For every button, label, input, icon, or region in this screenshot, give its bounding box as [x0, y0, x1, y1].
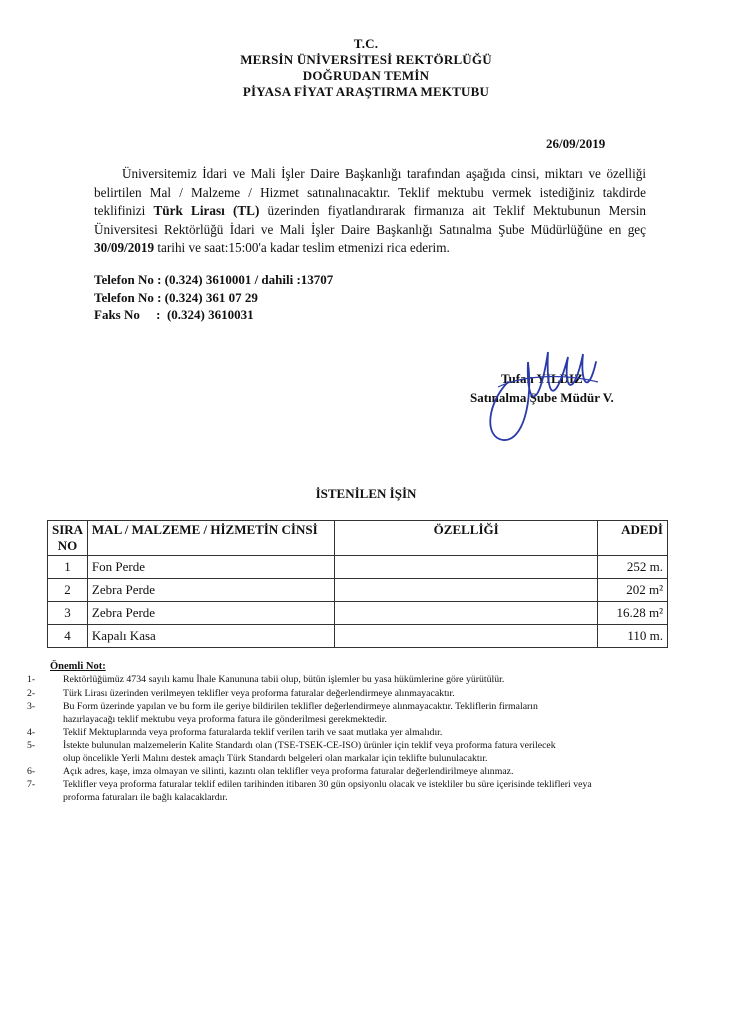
intro-paragraph	[94, 165, 646, 258]
signatory-name: Tufan YILDIZ	[501, 371, 583, 386]
header-tc: T.C.	[353, 36, 379, 51]
note-number: 7-	[27, 779, 36, 790]
note-item	[27, 779, 667, 805]
note-text: Teklif Mektuplarında veya proforma faturalarda teklif verilen tarih ve saat mutlaka yer almalıdır.	[63, 727, 443, 738]
note-text: Türk Lirası üzerinden verilmeyen teklifler veya proforma faturalar değerlendirmeye alınmayacaktır.	[63, 688, 455, 699]
header-item-type: MAL / MALZEME / HİZMETİN CİNSİ	[87, 521, 334, 556]
note-text: Teklifler veya proforma faturalar teklif edilen tarihinden itibaren 30 gün opsiyonlu olacak ve istekliler bu süre içerisinde teklifleri veya proforma faturaları ile bağlı kalacaklardır.	[63, 779, 592, 803]
note-text: Bu Form üzerinde yapılan ve bu form ile geriye bildirilen teklifler değerlendirmeye alınmayacaktır. Tekliflerin firmaların hazırlayacağı teklif mektubu veya proforma fatura ile gönderilmesi gerekmektedir.	[63, 701, 538, 725]
intro-text-1: Üniversitemiz İdari ve Mali İşler Daire Başkanlığı tarafından aşağıda cinsi, miktarı ve özelliği belirtilen Mal / Malzeme / Hizmet satınalınacaktır. Teklif mektubu vermek istediğiniz takdirde teklifinizi	[94, 166, 646, 218]
note-number: 1-	[27, 674, 36, 685]
intro-deadline: 30/09/2019	[94, 240, 155, 255]
contact-phone-2: Telefon No : (0.324) 361 07 29	[94, 290, 258, 305]
items-section-title: İSTENİLEN İŞİN	[315, 486, 417, 501]
header-sira-no: SIRA NO	[48, 521, 88, 556]
contact-fax: Faks No : (0.324) 3610031	[94, 307, 254, 322]
table-row	[48, 602, 668, 625]
note-number: 4-	[27, 727, 36, 738]
note-item	[27, 688, 667, 702]
row-item-name: Kapalı Kasa	[87, 625, 334, 648]
row-item-name: Zebra Perde	[87, 602, 334, 625]
note-text: Açık adres, kaşe, imza olmayan ve silinti, kazıntı olan teklifler veya proforma faturalar değerlendirilmeye alınmaz.	[63, 766, 514, 777]
note-item	[27, 766, 667, 780]
row-quantity: 252 m.	[598, 556, 668, 579]
row-number: 2	[48, 579, 88, 602]
contact-phone-1: Telefon No : (0.324) 3610001 / dahili :13707	[94, 272, 334, 287]
note-number: 6-	[27, 766, 36, 777]
row-quantity: 16.28 m²	[598, 602, 668, 625]
note-text: Rektörlüğümüz 4734 sayılı kamu İhale Kanununa tabii olup, bütün işlemler bu yasa hükümlerine göre yürütülür.	[63, 674, 505, 685]
row-quantity: 202 m²	[598, 579, 668, 602]
table-row	[48, 556, 668, 579]
intro-text-2: üzerinden fiyatlandırarak firmanıza ait Teklif Mektubunun Mersin Üniversitesi Rektörlüğü İdari ve Mali İşler Daire Başkanlığı Satınalma Şube Müdürlüğüne en geç	[94, 203, 646, 237]
notes-title: Önemli Not:	[50, 661, 106, 672]
header-letter-title: PİYASA FİYAT ARAŞTIRMA MEKTUBU	[242, 84, 490, 99]
document-date: 26/09/2019	[546, 136, 606, 151]
note-item	[27, 740, 667, 766]
items-table	[47, 520, 668, 648]
handwritten-signature	[478, 342, 608, 452]
table-header-row	[48, 521, 668, 556]
row-quantity: 110 m.	[598, 625, 668, 648]
row-number: 3	[48, 602, 88, 625]
row-item-name: Zebra Perde	[87, 579, 334, 602]
header-university: MERSİN ÜNİVERSİTESİ REKTÖRLÜĞÜ	[240, 52, 492, 67]
header-specification: ÖZELLİĞİ	[335, 521, 598, 556]
note-number: 3-	[27, 701, 36, 712]
row-specification	[335, 556, 598, 579]
signatory-title: Satınalma Şube Müdür V.	[470, 390, 614, 405]
note-number: 2-	[27, 688, 36, 699]
table-row	[48, 625, 668, 648]
row-specification	[335, 579, 598, 602]
note-number: 5-	[27, 740, 36, 751]
table-row	[48, 579, 668, 602]
row-specification	[335, 625, 598, 648]
row-item-name: Fon Perde	[87, 556, 334, 579]
row-number: 1	[48, 556, 88, 579]
intro-text-3: tarihi ve saat:15:00'a kadar teslim etmenizi rica ederim.	[154, 240, 450, 255]
note-item	[27, 701, 667, 727]
header-direct-supply: DOĞRUDAN TEMİN	[302, 68, 430, 83]
note-item	[27, 727, 667, 741]
header-quantity: ADEDİ	[598, 521, 668, 556]
note-text: İstekte bulunulan malzemelerin Kalite Standardı olan (TSE-TSEK-CE-ISO) ürünler için teklif veya proforma fatura verilecek olup öncelikle Yerli Malını destek amaçlı Türk Standardı belgeleri olan markalar için teklifte bulunulacaktır.	[63, 740, 556, 764]
row-number: 4	[48, 625, 88, 648]
note-item	[27, 674, 667, 688]
intro-currency: Türk Lirası (TL)	[153, 203, 260, 218]
row-specification	[335, 602, 598, 625]
